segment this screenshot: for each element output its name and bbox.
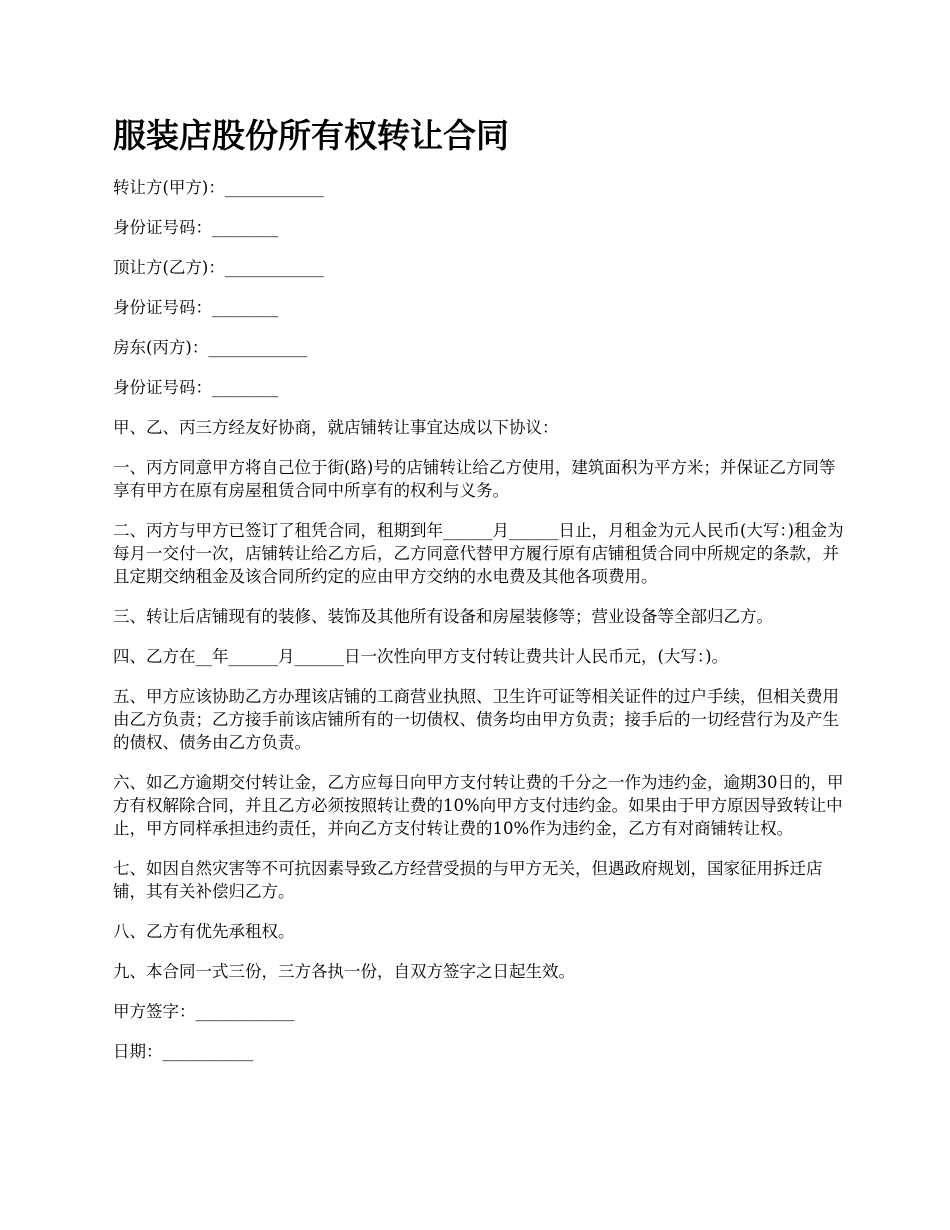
- party-a-id-line: 身份证号码：________: [113, 218, 278, 237]
- agreement-intro: 甲、乙、丙三方经友好协商，就店铺转让事宜达成以下协议：: [113, 418, 559, 437]
- document-body: [113, 176, 848, 1080]
- clause-1: 一、丙方同意甲方将自己位于街(路)号的店铺转让给乙方使用，建筑面积为平方米；并保证乙方同等享有甲方在原有房屋租赁合同中所享有的权利与义务。: [113, 458, 836, 500]
- clause-7: 七、如因自然灾害等不可抗因素导致乙方经营受损的与甲方无关，但遇政府规划，国家征用拆迁店铺，其有关补偿归乙方。: [113, 859, 823, 901]
- clause-8: 八、乙方有优先承租权。: [113, 922, 295, 941]
- clause-3: 三、转让后店铺现有的装修、装饰及其他所有设备和房屋装修等；营业设备等全部归乙方。: [113, 607, 773, 626]
- party-a-signature-line: 甲方签字：____________: [113, 1002, 295, 1021]
- party-a-line: 转让方(甲方)：____________: [113, 178, 324, 197]
- party-c-line: 房东(丙方)：____________: [113, 338, 308, 357]
- clause-2: 二、丙方与甲方已签订了租凭合同，租期到年______月______日止，月租金为元人民币(大写：)租金为每月一交付一次，店铺转让给乙方后，乙方同意代替甲方履行原有店铺租赁合同中所规定的条款，并且定期交纳租金及该合同所约定的应由甲方交纳的水电费及其他各项费用。: [113, 521, 844, 586]
- clause-5: 五、甲方应该协助乙方办理该店铺的工商营业执照、卫生许可证等相关证件的过户手续，但相关费用由乙方负责；乙方接手前该店铺所有的一切债权、债务均由甲方负责；接手后的一切经营行为及产生的债权、债务由乙方负责。: [113, 687, 839, 752]
- clause-4: 四、乙方在__年______月______日一次性向甲方支付转让费共计人民币元，(大写：)。: [113, 647, 729, 666]
- date-line: 日期：___________: [113, 1042, 254, 1061]
- clause-9: 九、本合同一式三份，三方各执一份，自双方签字之日起生效。: [113, 962, 575, 981]
- party-b-line: 顶让方(乙方)：____________: [113, 258, 324, 277]
- clause-6: 六、如乙方逾期交付转让金，乙方应每日向甲方支付转让费的千分之一作为违约金，逾期30日的，甲方有权解除合同，并且乙方必须按照转让费的10%向甲方支付违约金。如果由于甲方原因导致转让中止，甲方同样承担违约责任，并向乙方支付转让费的10%作为违约金，乙方有对商铺转让权。: [113, 773, 844, 838]
- party-c-id-line: 身份证号码：________: [113, 378, 278, 397]
- document-title: 服装店股份所有权转让合同: [113, 116, 509, 155]
- party-b-id-line: 身份证号码：________: [113, 298, 278, 317]
